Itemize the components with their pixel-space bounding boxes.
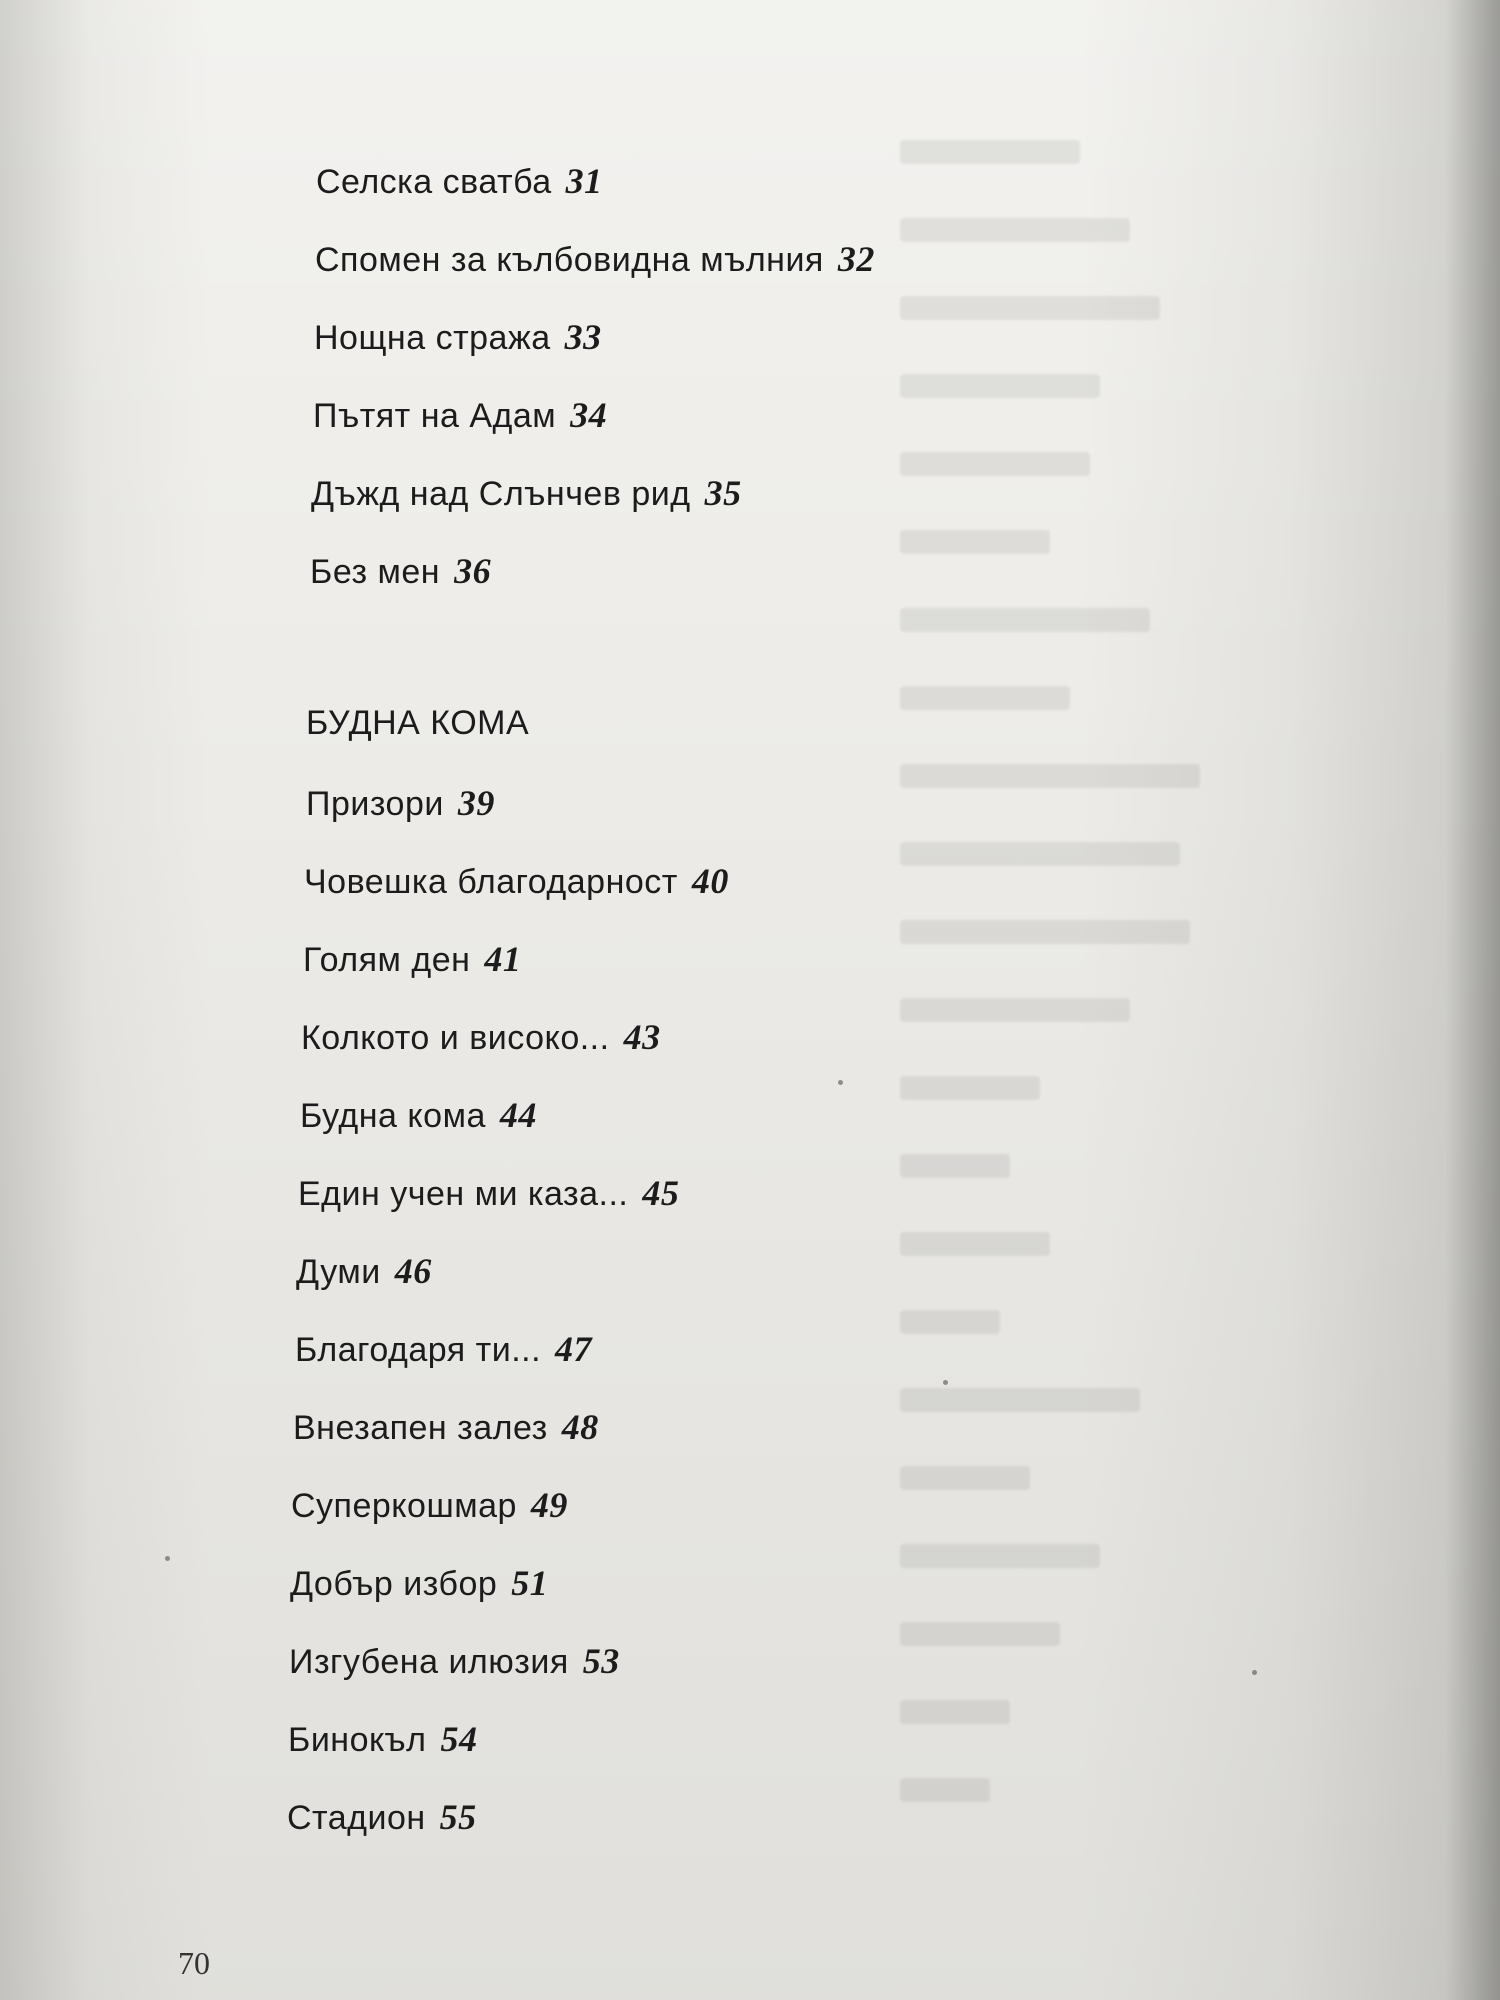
toc-entry [298,1172,679,1214]
toc-entry-page: 41 [484,939,522,979]
toc-entry [296,1250,432,1292]
toc-entry [314,316,602,358]
toc-entry-page: 54 [440,1719,478,1759]
toc-entry-page: 32 [837,239,875,279]
toc-entry-page: 48 [561,1407,599,1447]
toc-entry-page: 47 [555,1329,593,1369]
toc-entry-title: Нощна стража [314,319,551,357]
toc-entry-title: Бинокъл [288,1721,427,1759]
toc-entry-page: 33 [564,317,602,357]
paper-speck [165,1556,170,1561]
toc-entry-page: 44 [499,1095,537,1135]
toc-entry-title: Дъжд над Слънчев рид [311,475,691,513]
toc-entry-page: 55 [439,1797,477,1837]
toc-entry-title: Думи [296,1253,381,1291]
toc-entry-title: Внезапен залез [293,1409,548,1447]
paper-speck [943,1380,948,1385]
toc-entry [291,1484,568,1526]
toc-entry-page: 35 [704,473,742,513]
toc-entry-title: Селска сватба [316,163,552,201]
toc-entry [306,782,495,824]
toc-entry-page: 46 [394,1251,432,1291]
toc-entry-page: 51 [511,1563,549,1603]
section-heading: БУДНА КОМА [306,704,530,742]
toc-entry-title: Благодаря ти... [295,1331,542,1369]
toc-entry [293,1406,599,1448]
toc-entry [311,472,742,514]
toc-entry-title: Колкото и високо... [301,1019,610,1057]
toc-entry-page: 43 [623,1017,661,1057]
toc-entry [316,160,603,202]
toc-entry [315,238,875,280]
toc-entry-title: Спомен за кълбовидна мълния [315,241,824,279]
toc-entry [300,1094,537,1136]
toc-entry-title: Стадион [287,1799,426,1837]
toc-entry [287,1796,477,1838]
paper-speck [838,1080,843,1085]
toc-entry [288,1718,477,1760]
toc-entry-title: Пътят на Адам [313,397,557,435]
toc-entry-title: Добър избор [290,1565,498,1603]
toc-entry-title: Човешка благодарност [304,863,678,901]
toc-entry-page: 45 [642,1173,680,1213]
toc-entry-page: 31 [565,161,603,201]
toc-entry-title: Будна кома [300,1097,486,1135]
toc-entry-page: 34 [570,395,608,435]
toc-entry-page: 40 [691,861,729,901]
toc-entry-page: 53 [582,1641,620,1681]
page-number: 70 [178,1945,210,1981]
toc-entry [295,1328,592,1370]
toc-entry-title: Суперкошмар [291,1487,517,1525]
toc-entry [303,938,521,980]
toc-entry [290,1562,548,1604]
toc-entry-title: Призори [306,785,444,823]
toc-entry-page: 49 [530,1485,568,1525]
toc-entry [310,550,491,592]
toc-entry-page: 39 [457,783,495,823]
toc-entry [304,860,729,902]
toc-entry-title: Голям ден [303,941,471,979]
paper-speck [1252,1670,1257,1675]
toc-entry-title: Без мен [310,553,441,591]
toc-entry [313,394,607,436]
toc-entry-title: Изгубена илюзия [289,1643,569,1681]
toc-entry [301,1016,661,1058]
toc-entry-page: 36 [454,551,492,591]
toc-entry [289,1640,620,1682]
toc-entry-title: Един учен ми каза... [298,1175,629,1213]
